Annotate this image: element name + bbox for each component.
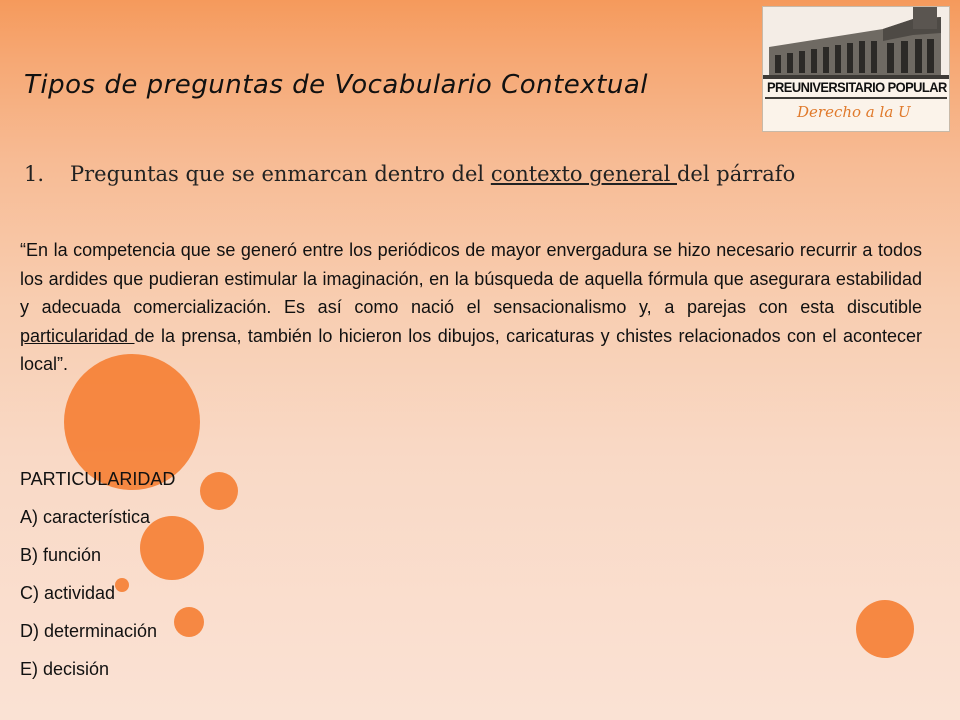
logo-name: PREUNIVERSITARIO POPULAR [767, 79, 947, 95]
option-a: A) característica [20, 507, 151, 527]
heading-text: Preguntas que se enmarcan dentro del [70, 162, 491, 186]
decorative-circle [174, 607, 204, 637]
heading-underlined-text: contexto general [490, 162, 677, 186]
heading-text-end: del párrafo [676, 162, 796, 186]
option-d: D) determinación [20, 621, 158, 641]
question-word: PARTICULARIDAD [20, 469, 176, 489]
heading-number: 1. [24, 162, 45, 186]
decorative-circle [856, 600, 914, 658]
option-e: E) decisión [20, 659, 110, 679]
option-c: C) actividad [20, 583, 116, 603]
logo [762, 6, 950, 132]
paragraph-text-end: de la prensa, también lo hicieron los dibujos, caricaturas y chistes relacionados con el acontecer local”. [20, 325, 922, 374]
paragraph-text: “En la competencia que se generó entre los periódicos de mayor envergadura se hizo necesario recurrir a todos los ardides que pudieran estimular la imaginación, en la búsqueda de aquella fórmula que asegurara estabilidad y adecuada comercialización. Es así como nació el sensacionalismo y, a parejas con esta discutible [20, 240, 922, 317]
numbered-heading [24, 158, 922, 191]
option-b: B) función [20, 545, 102, 565]
quoted-paragraph [20, 236, 922, 379]
slide-title: Tipos de preguntas de Vocabulario Contextual [24, 70, 649, 100]
decorative-circle [200, 472, 238, 510]
question-block [20, 466, 175, 694]
paragraph-underlined-word: particularidad [20, 325, 135, 346]
logo-motto: Derecho a la U [797, 103, 911, 121]
